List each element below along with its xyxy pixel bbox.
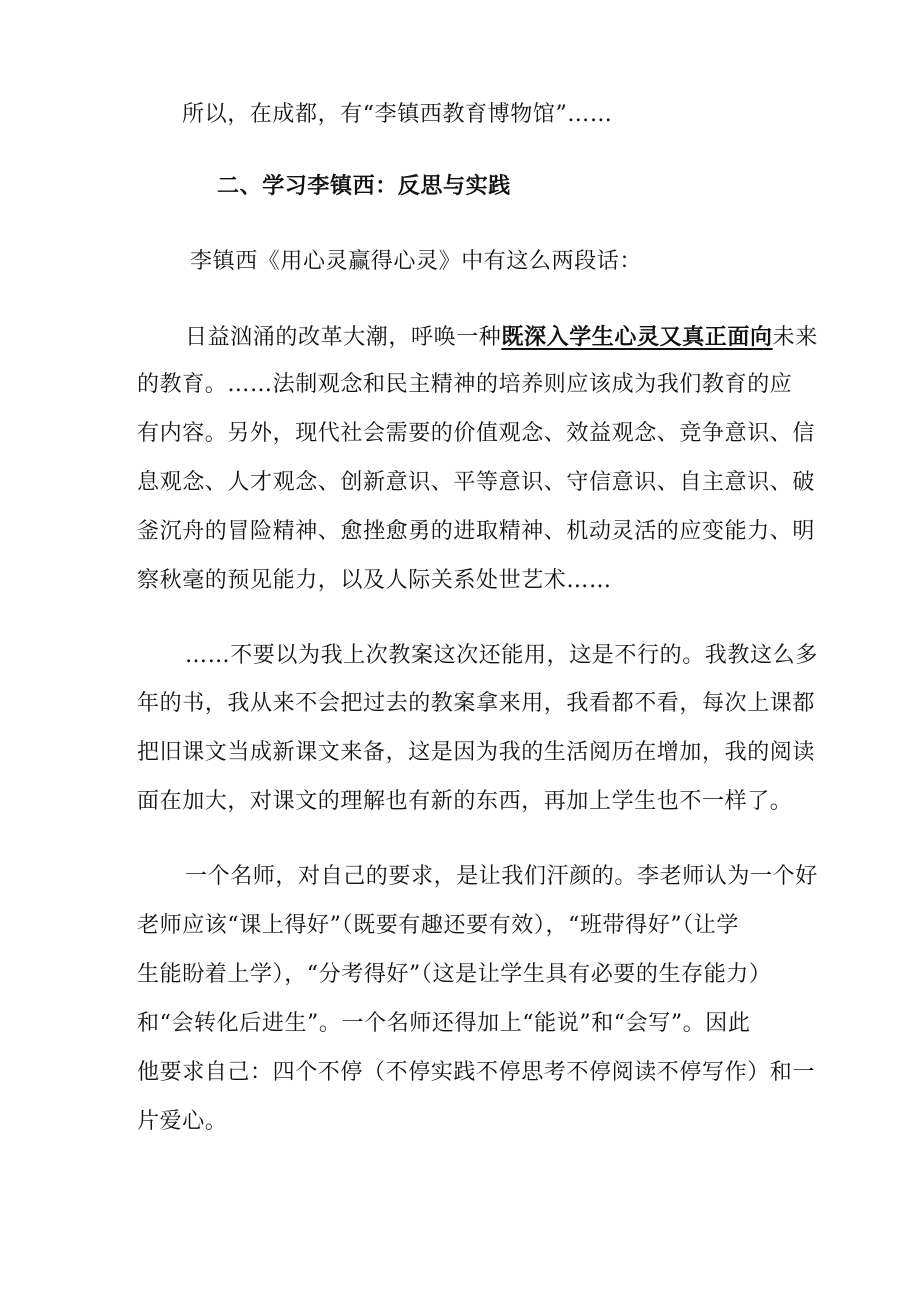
text-line: 李镇西《用心灵赢得心灵》中有这么两段话： xyxy=(190,249,643,274)
text-line: 他要求自己：四个不停（不停实践不停思考不停阅读不停写作）和一 xyxy=(137,1060,816,1085)
text-line: 生能盼着上学），“分考得好”（这是让学生具有必要的生存能力） xyxy=(137,962,772,987)
paragraph-museum xyxy=(0,99,920,131)
text-segment: 未来 xyxy=(772,325,818,350)
text-line: 的教育。……法制观念和民主精神的培养则应该成为我们教育的应 xyxy=(137,372,793,397)
section-heading xyxy=(0,171,920,203)
text-line: 和“会转化后进生”。一个名师还得加上“能说”和“会写”。因此 xyxy=(137,1011,751,1036)
text-line: 年的书，我从来不会把过去的教案拿来用，我看都不看，每次上课都 xyxy=(137,691,816,716)
text-line xyxy=(0,322,920,354)
text-line: 釜沉舟的冒险精神、愈挫愈勇的进取精神、机动灵活的应变能力、明 xyxy=(137,519,816,544)
text-line: ……不要以为我上次教案这次还能用，这是不行的。我教这么多 xyxy=(185,643,818,668)
heading-text: 二、学习李镇西：反思与实践 xyxy=(217,174,511,199)
text-line: 所以，在成都，有“李镇西教育博物馆”…… xyxy=(182,102,613,127)
text-line: 老师应该“课上得好”（既要有趣还要有效），“班带得好”（让学 xyxy=(137,913,739,938)
text-line: 息观念、人才观念、创新意识、平等意识、守信意识、自主意识、破 xyxy=(137,470,816,495)
text-line: 察秋毫的预见能力，以及人际关系处世艺术…… xyxy=(137,568,612,593)
text-segment: 日益汹涌的改革大潮，呼唤一种 xyxy=(185,325,502,350)
text-line: 片爱心。 xyxy=(137,1109,228,1134)
text-line: 有内容。另外，现代社会需要的价值观念、效益观念、竞争意识、信 xyxy=(137,421,816,446)
text-line: 把旧课文当成新课文来备，这是因为我的生活阅历在增加，我的阅读 xyxy=(137,740,816,765)
quote-intro xyxy=(0,246,920,278)
text-line: 面在加大，对课文的理解也有新的东西，再加上学生也不一样了。 xyxy=(137,789,793,814)
text-line: 一个名师，对自己的要求，是让我们汗颜的。李老师认为一个好 xyxy=(185,864,818,889)
highlighted-phrase: 既深入学生心灵又真正面向 xyxy=(501,325,773,350)
